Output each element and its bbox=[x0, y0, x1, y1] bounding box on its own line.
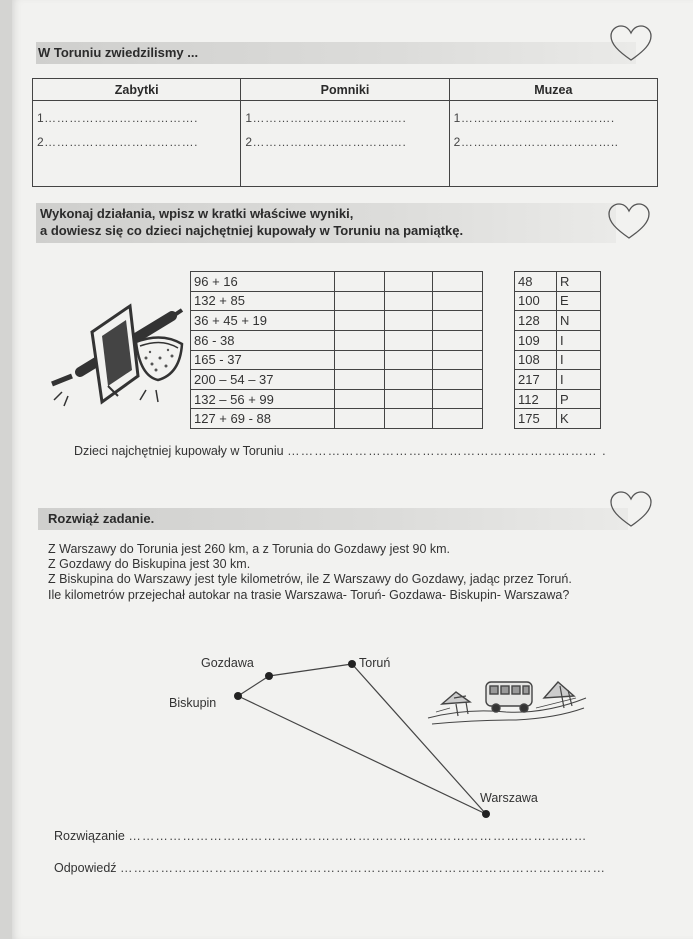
key-number: 108 bbox=[515, 350, 557, 370]
key-row bbox=[515, 272, 601, 292]
col-header-pomniki: Pomniki bbox=[241, 79, 449, 101]
city-dot-biskupin bbox=[234, 692, 242, 700]
answer-box[interactable] bbox=[385, 350, 433, 370]
key-row bbox=[515, 350, 601, 370]
section2-title-line1: Wykonaj działania, wpisz w kratki właściwe wyniki, bbox=[40, 206, 354, 221]
problem-line-2: Z Gozdawy do Biskupina jest 30 km. bbox=[48, 557, 251, 571]
city-label-biskupin: Biskupin bbox=[169, 696, 217, 710]
key-row bbox=[515, 311, 601, 331]
city-dot-warszawa bbox=[482, 810, 490, 818]
key-letter: I bbox=[557, 330, 601, 350]
letter-key-table bbox=[514, 271, 601, 429]
expression: 132 + 85 bbox=[191, 291, 335, 311]
cooking-pot-icon bbox=[42, 292, 184, 414]
route-biskupin-gozdawa bbox=[238, 676, 269, 696]
key-number: 100 bbox=[515, 291, 557, 311]
sightseeing-table bbox=[32, 78, 658, 187]
zabytki-line-1: 1………………………………. bbox=[37, 111, 199, 125]
calc-row bbox=[191, 272, 483, 292]
answer-box[interactable] bbox=[433, 350, 483, 370]
final-answer-label: Odpowiedź bbox=[54, 861, 117, 875]
answer-box[interactable] bbox=[385, 291, 433, 311]
calc-row bbox=[191, 330, 483, 350]
pomniki-line-1: 1………………………………. bbox=[245, 111, 407, 125]
calc-row bbox=[191, 389, 483, 409]
answer-box[interactable] bbox=[335, 350, 385, 370]
route-gozdawa-torun bbox=[269, 664, 352, 676]
col-header-zabytki: Zabytki bbox=[33, 79, 241, 101]
key-letter: I bbox=[557, 350, 601, 370]
worksheet-page bbox=[12, 0, 693, 939]
city-dot-gozdawa bbox=[265, 672, 273, 680]
solution-field[interactable]: ………………………………………………………………………………………… bbox=[128, 829, 588, 843]
answer-box[interactable] bbox=[385, 370, 433, 390]
key-number: 109 bbox=[515, 330, 557, 350]
calc-row bbox=[191, 350, 483, 370]
calc-row bbox=[191, 370, 483, 390]
heart-icon bbox=[608, 490, 654, 530]
answer-box[interactable] bbox=[433, 409, 483, 429]
heart-icon bbox=[608, 24, 654, 64]
souvenir-answer-label: Dzieci najchętniej kupowały w Toruniu bbox=[74, 444, 284, 458]
muzea-line-2: 2……………………………….. bbox=[453, 135, 619, 149]
pomniki-cell[interactable] bbox=[241, 101, 449, 187]
expression: 132 – 56 + 99 bbox=[191, 389, 335, 409]
key-number: 128 bbox=[515, 311, 557, 331]
key-letter: E bbox=[557, 291, 601, 311]
answer-box[interactable] bbox=[335, 409, 385, 429]
answer-box[interactable] bbox=[433, 370, 483, 390]
key-number: 48 bbox=[515, 272, 557, 292]
heart-icon bbox=[606, 202, 652, 242]
calc-row bbox=[191, 409, 483, 429]
key-row bbox=[515, 409, 601, 429]
expression: 200 – 54 – 37 bbox=[191, 370, 335, 390]
problem-line-1: Z Warszawy do Torunia jest 260 km, a z Torunia do Gozdawy jest 90 km. bbox=[48, 542, 451, 556]
answer-box[interactable] bbox=[385, 330, 433, 350]
answer-box[interactable] bbox=[335, 330, 385, 350]
key-row bbox=[515, 370, 601, 390]
key-letter: R bbox=[557, 272, 601, 292]
answer-box[interactable] bbox=[335, 389, 385, 409]
expression: 96 + 16 bbox=[191, 272, 335, 292]
final-answer-field[interactable]: ……………………………………………………………………………………………… bbox=[120, 861, 607, 875]
answer-box[interactable] bbox=[385, 311, 433, 331]
key-letter: N bbox=[557, 311, 601, 331]
key-number: 217 bbox=[515, 370, 557, 390]
key-number: 175 bbox=[515, 409, 557, 429]
zabytki-line-2: 2………………………………. bbox=[37, 135, 199, 149]
solution-label: Rozwiązanie bbox=[54, 829, 125, 843]
zabytki-cell[interactable] bbox=[33, 101, 241, 187]
bus-icon bbox=[426, 668, 588, 730]
expression: 127 + 69 - 88 bbox=[191, 409, 335, 429]
muzea-cell[interactable] bbox=[449, 101, 657, 187]
key-row bbox=[515, 291, 601, 311]
problem-line-3: Z Biskupina do Warszawy jest tyle kilometrów, ile Z Warszawy do Gozdawy, jadąc przez Toruń. bbox=[48, 572, 572, 586]
answer-box[interactable] bbox=[335, 291, 385, 311]
calc-row bbox=[191, 311, 483, 331]
answer-box[interactable] bbox=[385, 389, 433, 409]
muzea-line-1: 1………………………………. bbox=[453, 111, 615, 125]
answer-box[interactable] bbox=[433, 389, 483, 409]
answer-box[interactable] bbox=[335, 272, 385, 292]
key-letter: K bbox=[557, 409, 601, 429]
calculation-table bbox=[190, 271, 483, 429]
souvenir-answer-field[interactable]: …………………………………………………………… . bbox=[287, 444, 607, 458]
city-label-torun: Toruń bbox=[359, 656, 391, 670]
answer-box[interactable] bbox=[433, 272, 483, 292]
problem-line-4: Ile kilometrów przejechał autokar na trasie Warszawa- Toruń- Gozdawa- Biskupin- Warszawa? bbox=[48, 588, 570, 602]
answer-box[interactable] bbox=[385, 272, 433, 292]
answer-box[interactable] bbox=[335, 311, 385, 331]
col-header-muzea: Muzea bbox=[449, 79, 657, 101]
solution-row bbox=[54, 829, 587, 843]
answer-box[interactable] bbox=[433, 311, 483, 331]
city-label-gozdawa: Gozdawa bbox=[201, 656, 254, 670]
section1-title: W Toruniu zwiedzilismy ... bbox=[38, 45, 199, 60]
key-number: 112 bbox=[515, 389, 557, 409]
section2-title-line2: a dowiesz się co dzieci najchętniej kupowały w Toruniu na pamiątkę. bbox=[40, 223, 464, 238]
calc-row bbox=[191, 291, 483, 311]
key-letter: I bbox=[557, 370, 601, 390]
key-letter: P bbox=[557, 389, 601, 409]
answer-box[interactable] bbox=[385, 409, 433, 429]
expression: 86 - 38 bbox=[191, 330, 335, 350]
answer-box[interactable] bbox=[433, 330, 483, 350]
expression: 36 + 45 + 19 bbox=[191, 311, 335, 331]
answer-box[interactable] bbox=[433, 291, 483, 311]
section3-title: Rozwiąż zadanie. bbox=[48, 511, 155, 526]
city-label-warszawa: Warszawa bbox=[480, 791, 538, 805]
answer-box[interactable] bbox=[335, 370, 385, 390]
key-row bbox=[515, 389, 601, 409]
city-dot-torun bbox=[348, 660, 356, 668]
pomniki-line-2: 2………………………………. bbox=[245, 135, 407, 149]
key-row bbox=[515, 330, 601, 350]
expression: 165 - 37 bbox=[191, 350, 335, 370]
final-answer-row bbox=[54, 861, 606, 875]
souvenir-answer-row bbox=[74, 444, 607, 458]
